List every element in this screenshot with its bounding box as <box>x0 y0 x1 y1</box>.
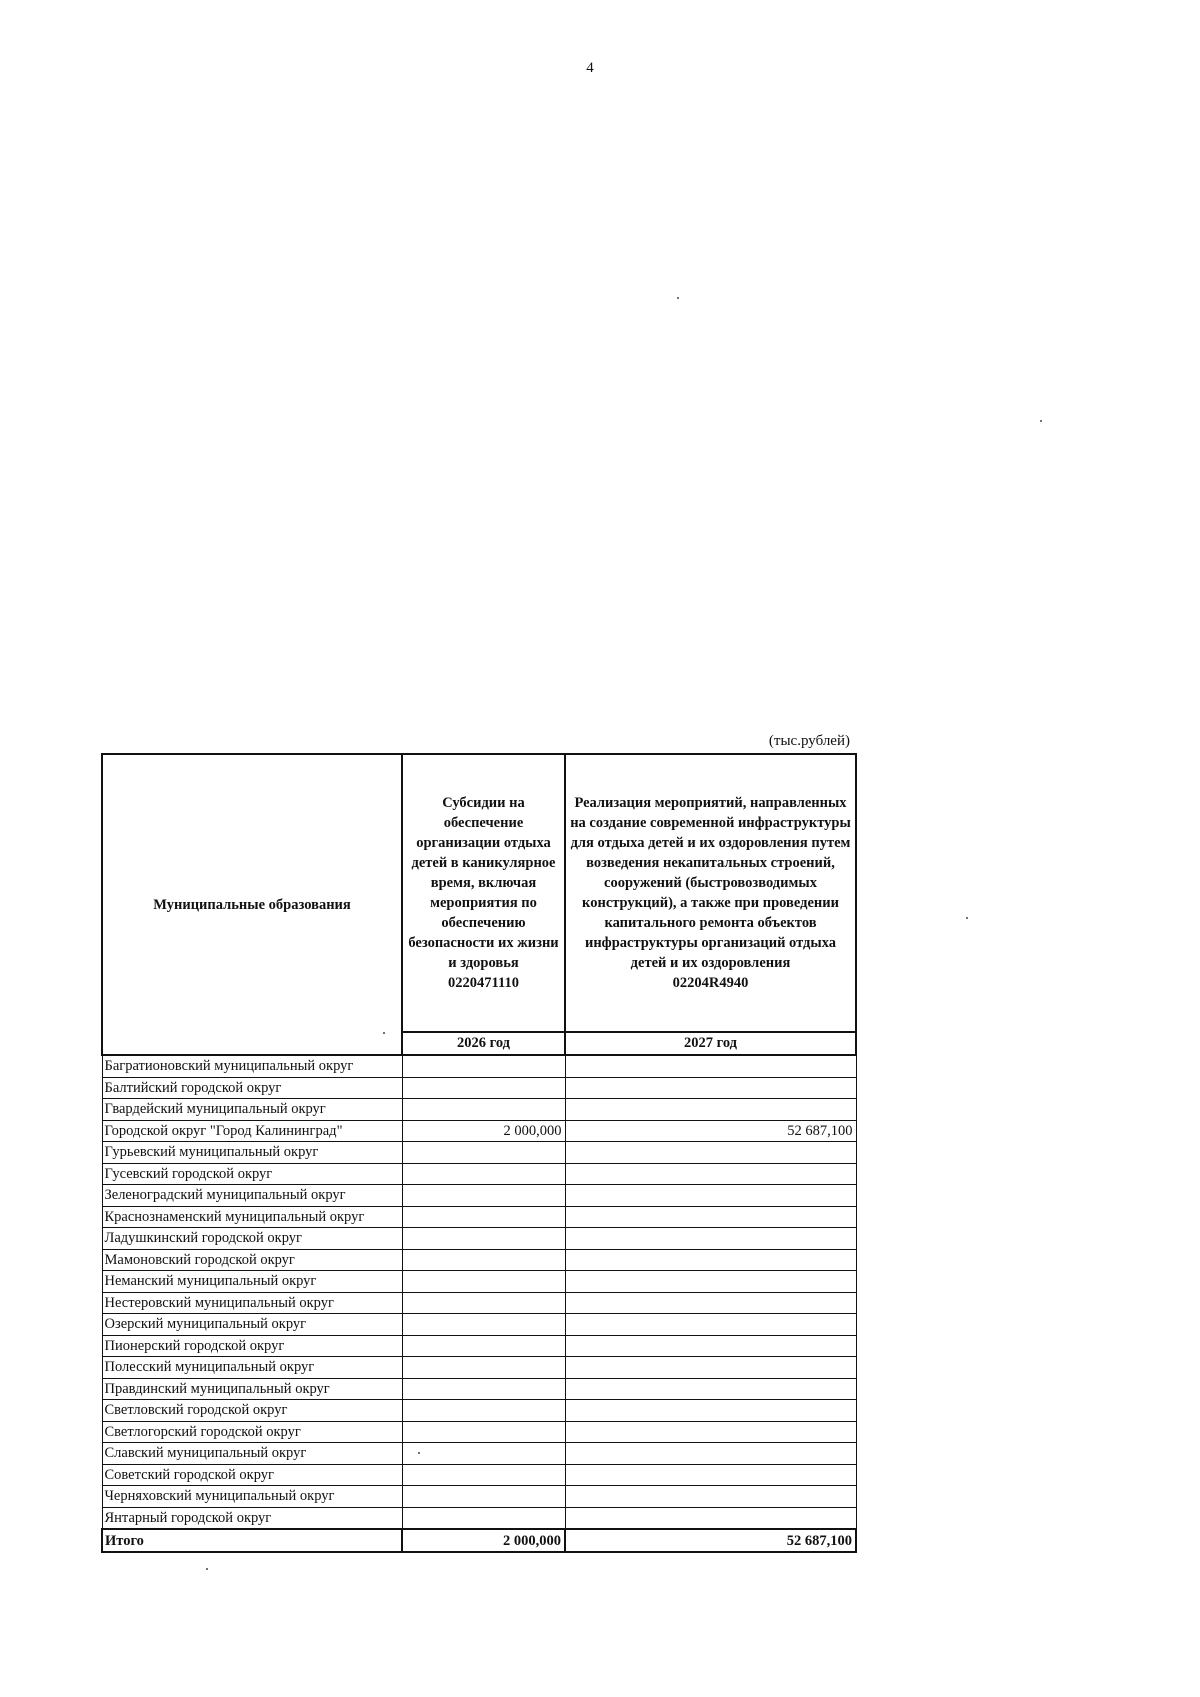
value-2026 <box>402 1099 565 1121</box>
value-2027 <box>565 1249 856 1271</box>
value-2026 <box>402 1055 565 1077</box>
value-2026 <box>402 1077 565 1099</box>
municipality-name: Гусевский городской округ <box>102 1163 402 1185</box>
value-2026 <box>402 1228 565 1250</box>
total-label: Итого <box>102 1529 402 1552</box>
header-col-2026-title: Субсидии на обеспечение организации отдыха детей в каникулярное время, включая мероприятия по обеспечению безопасности их жизни и здоровья <box>408 795 559 971</box>
municipality-name: Полесский муниципальный округ <box>102 1357 402 1379</box>
value-2026 <box>402 1206 565 1228</box>
value-2027 <box>565 1507 856 1529</box>
value-2026 <box>402 1378 565 1400</box>
value-2026 <box>402 1292 565 1314</box>
value-2026 <box>402 1486 565 1508</box>
header-col-2026-code: 0220471110 <box>448 975 519 991</box>
total-row <box>102 1529 856 1552</box>
value-2027 <box>565 1443 856 1465</box>
value-2027 <box>565 1142 856 1164</box>
table-row <box>102 1357 856 1379</box>
table-row <box>102 1443 856 1465</box>
value-2026 <box>402 1271 565 1293</box>
municipality-name: Зеленоградский муниципальный округ <box>102 1185 402 1207</box>
value-2026 <box>402 1400 565 1422</box>
municipality-name: Гвардейский муниципальный округ <box>102 1099 402 1121</box>
header-year-2026: 2026 год <box>402 1032 565 1055</box>
units-label: (тыс.рублей) <box>768 733 850 749</box>
table-row <box>102 1378 856 1400</box>
header-col-2027-code: 02204R4940 <box>672 975 749 991</box>
municipality-name: Ладушкинский городской округ <box>102 1228 402 1250</box>
municipality-name: Светловский городской округ <box>102 1400 402 1422</box>
table-row <box>102 1249 856 1271</box>
value-2027 <box>565 1292 856 1314</box>
table-row <box>102 1120 856 1142</box>
municipality-name: Правдинский муниципальный округ <box>102 1378 402 1400</box>
header-year-2027: 2027 год <box>565 1032 856 1055</box>
table-row <box>102 1335 856 1357</box>
value-2027 <box>565 1099 856 1121</box>
table-row <box>102 1464 856 1486</box>
value-2027 <box>565 1421 856 1443</box>
municipality-name: Нестеровский муниципальный округ <box>102 1292 402 1314</box>
value-2027 <box>565 1185 856 1207</box>
value-2027 <box>565 1077 856 1099</box>
table-row <box>102 1142 856 1164</box>
municipality-name: Багратионовский муниципальный округ <box>102 1055 402 1077</box>
table-row <box>102 1292 856 1314</box>
municipality-name: Неманский муниципальный округ <box>102 1271 402 1293</box>
value-2027 <box>565 1271 856 1293</box>
value-2027: 52 687,100 <box>565 1120 856 1142</box>
table-row <box>102 1507 856 1529</box>
value-2026 <box>402 1142 565 1164</box>
municipality-name: Советский городской округ <box>102 1464 402 1486</box>
table-body <box>102 1055 856 1529</box>
value-2027 <box>565 1206 856 1228</box>
municipality-name: Городской округ "Город Калининград" <box>102 1120 402 1142</box>
value-2027 <box>565 1357 856 1379</box>
value-2027 <box>565 1055 856 1077</box>
municipality-name: Пионерский городской округ <box>102 1335 402 1357</box>
header-col-2027 <box>565 754 856 1032</box>
table-row <box>102 1314 856 1336</box>
table-row <box>102 1077 856 1099</box>
scan-speck <box>383 1032 385 1034</box>
value-2027 <box>565 1314 856 1336</box>
scan-speck <box>966 917 968 919</box>
municipality-name: Светлогорский городской округ <box>102 1421 402 1443</box>
total-2027: 52 687,100 <box>565 1529 856 1552</box>
municipality-name: Гурьевский муниципальный округ <box>102 1142 402 1164</box>
table-row <box>102 1163 856 1185</box>
table-row <box>102 1055 856 1077</box>
value-2026 <box>402 1335 565 1357</box>
value-2026: 2 000,000 <box>402 1120 565 1142</box>
scan-speck <box>418 1452 420 1454</box>
municipality-name: Балтийский городской округ <box>102 1077 402 1099</box>
municipality-name: Славский муниципальный округ <box>102 1443 402 1465</box>
table-row <box>102 1421 856 1443</box>
value-2027 <box>565 1228 856 1250</box>
municipality-name: Краснознаменский муниципальный округ <box>102 1206 402 1228</box>
table-row <box>102 1099 856 1121</box>
municipality-name: Черняховский муниципальный округ <box>102 1486 402 1508</box>
scan-speck <box>1040 420 1042 422</box>
municipality-name: Мамоновский городской округ <box>102 1249 402 1271</box>
value-2026 <box>402 1357 565 1379</box>
page-number: 4 <box>586 60 594 76</box>
scan-speck <box>206 1568 208 1570</box>
table-row <box>102 1185 856 1207</box>
value-2026 <box>402 1314 565 1336</box>
table-row <box>102 1271 856 1293</box>
value-2026 <box>402 1185 565 1207</box>
value-2026 <box>402 1163 565 1185</box>
value-2027 <box>565 1378 856 1400</box>
value-2027 <box>565 1464 856 1486</box>
subsidy-table <box>101 753 857 1553</box>
total-2026: 2 000,000 <box>402 1529 565 1552</box>
value-2027 <box>565 1163 856 1185</box>
value-2026 <box>402 1249 565 1271</box>
value-2026 <box>402 1507 565 1529</box>
table-row <box>102 1206 856 1228</box>
scan-speck <box>677 297 679 299</box>
header-col-2027-title: Реализация мероприятий, направленных на создание современной инфраструктуры для отдыха детей и их оздоровления путем возведения некапитальных строений, сооружений (быстровозводимых конструкций), а также при проведении капитального ремонта объектов инфраструктуры организаций отдыха детей и их оздоровления <box>570 795 851 971</box>
value-2026 <box>402 1421 565 1443</box>
value-2027 <box>565 1400 856 1422</box>
table-row <box>102 1228 856 1250</box>
value-2026 <box>402 1443 565 1465</box>
value-2026 <box>402 1464 565 1486</box>
header-col-2026 <box>402 754 565 1032</box>
value-2027 <box>565 1335 856 1357</box>
municipality-name: Янтарный городской округ <box>102 1507 402 1529</box>
table-row <box>102 1486 856 1508</box>
table-row <box>102 1400 856 1422</box>
municipality-name: Озерский муниципальный округ <box>102 1314 402 1336</box>
header-municipalities: Муниципальные образования <box>102 754 402 1055</box>
value-2027 <box>565 1486 856 1508</box>
